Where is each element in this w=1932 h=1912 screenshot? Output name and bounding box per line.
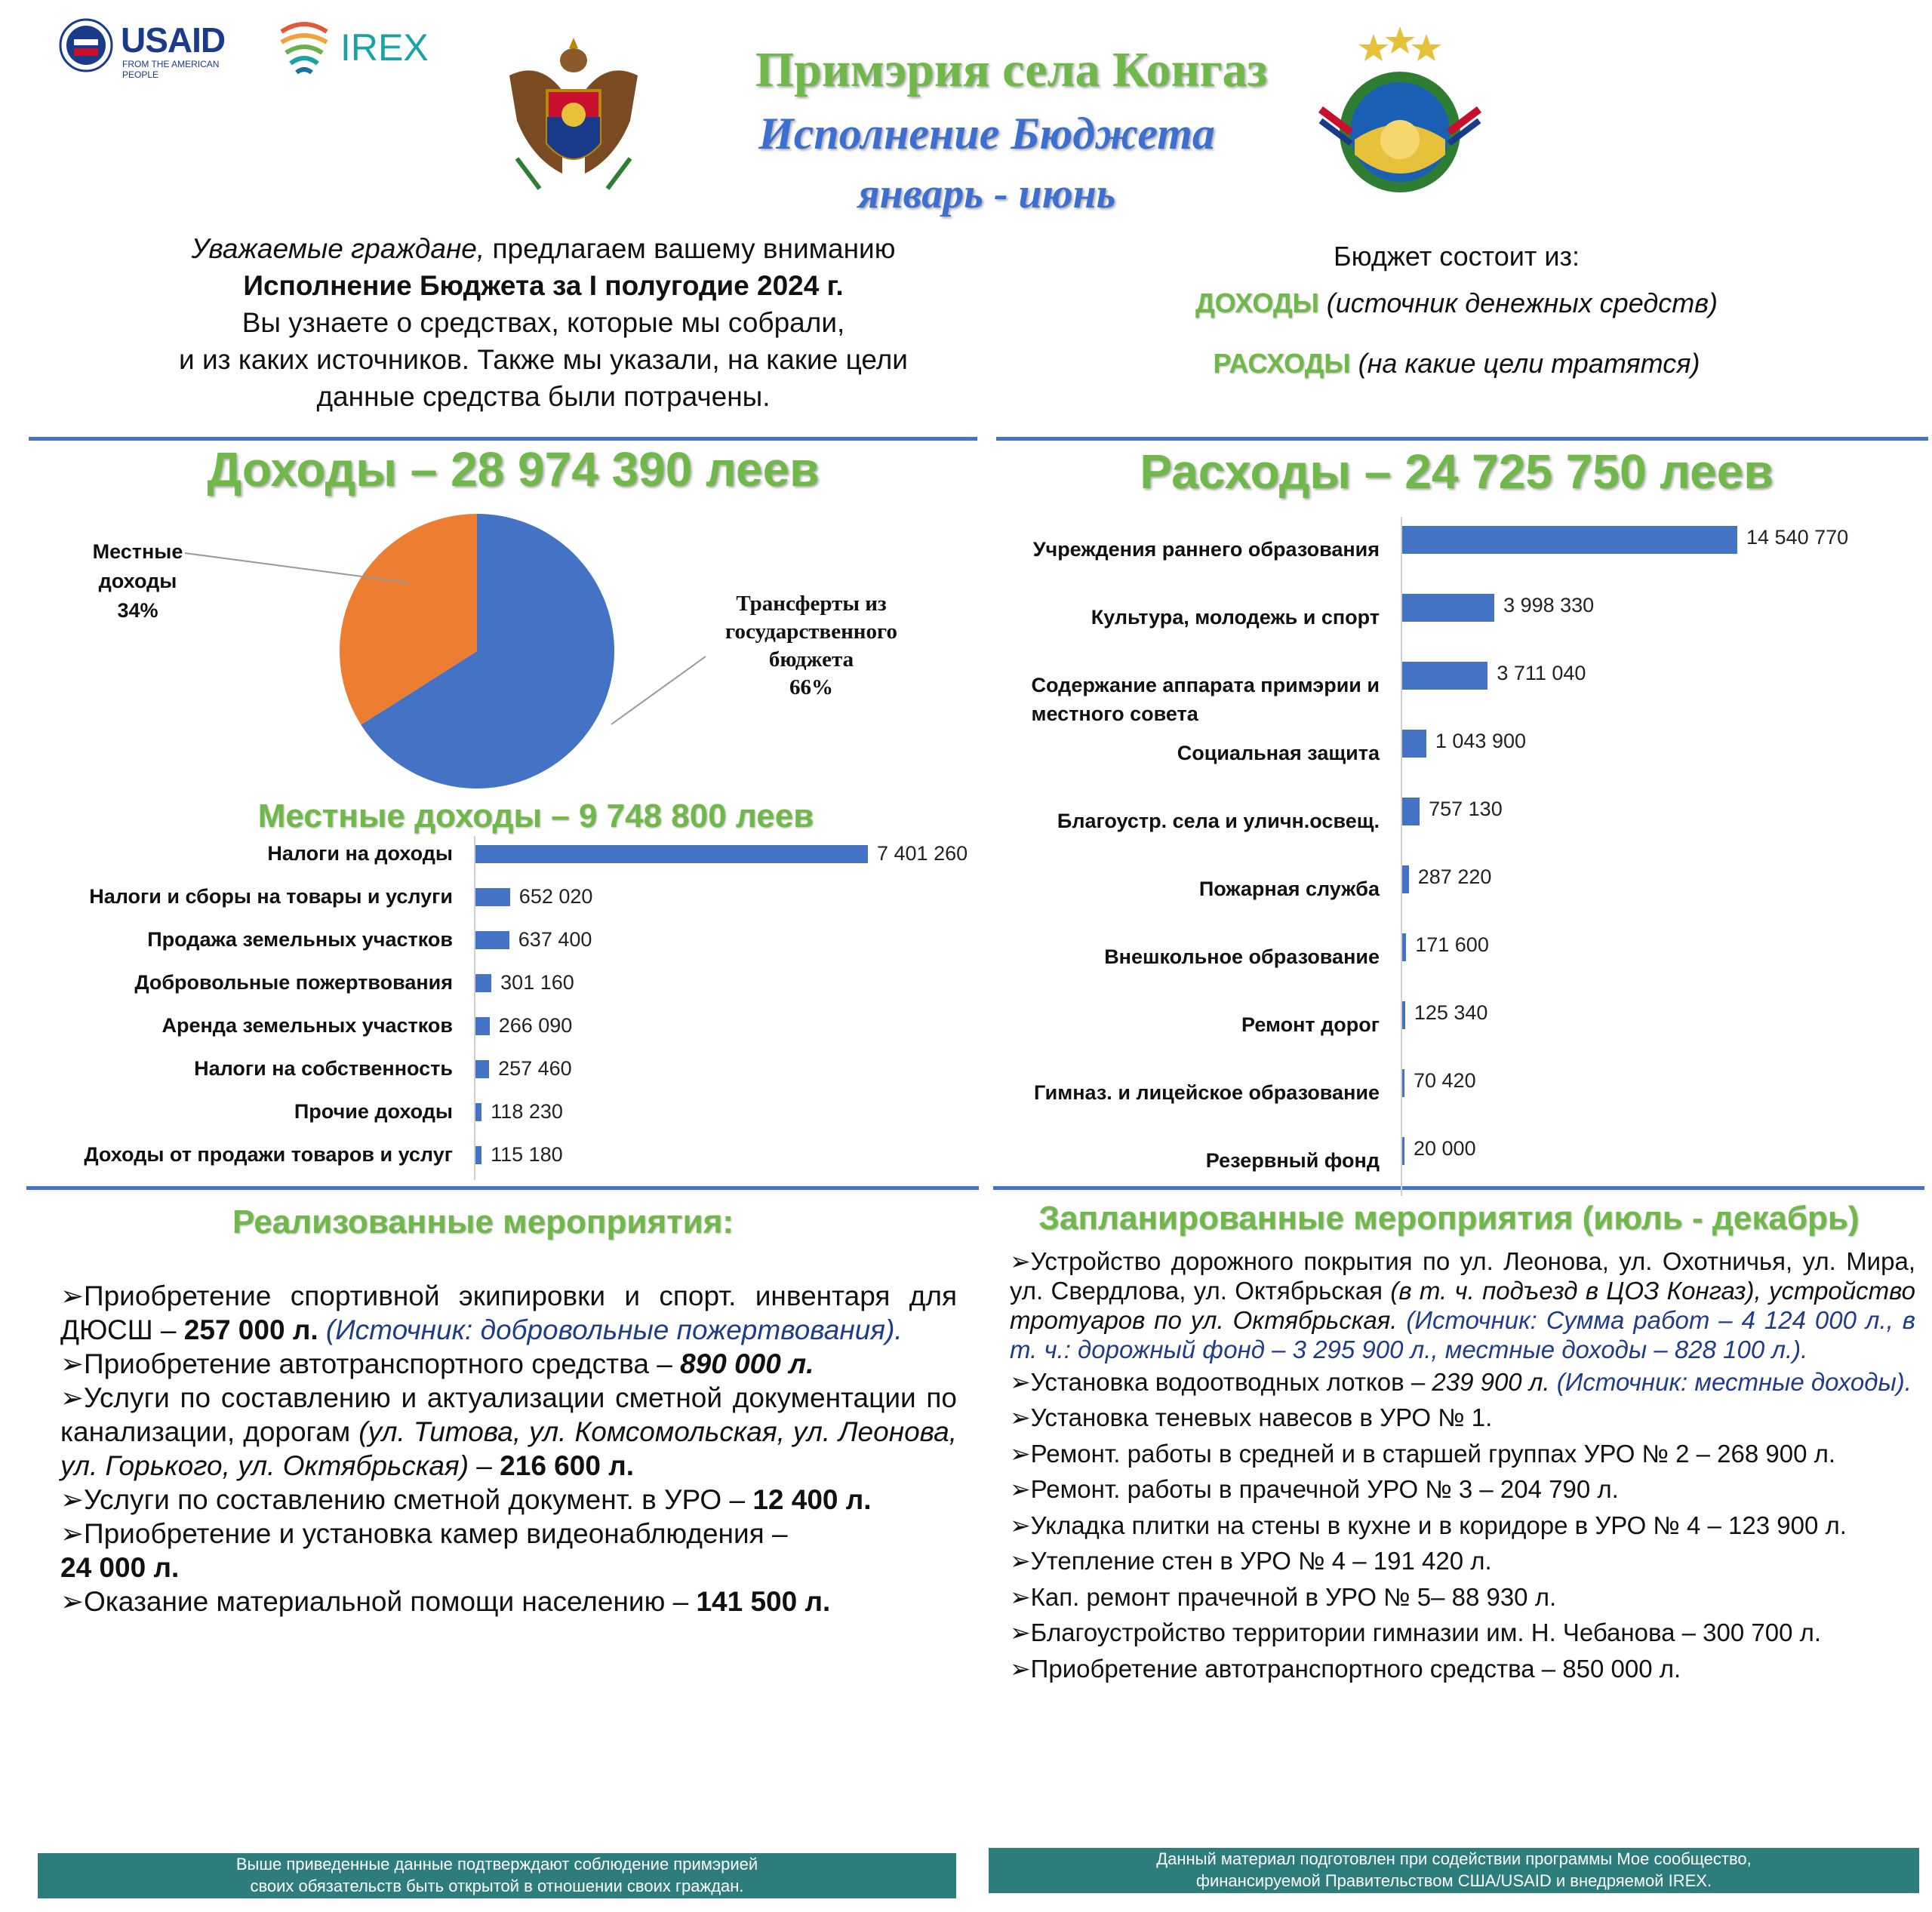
expense-category-label: Ремонт дорог (1241, 1013, 1380, 1036)
intro-line-4: и из каких источников. Также мы указали, на какие цели (179, 344, 908, 375)
realized-item-5-amount: 24 000 л. (60, 1552, 180, 1583)
usaid-tagline: FROM THE AMERICAN PEOPLE (122, 59, 220, 80)
expense-category-label: Благоустр. села и уличн.освещ. (1057, 810, 1380, 832)
budget-composition (1041, 238, 1872, 383)
expense-bar (1402, 662, 1487, 690)
composition-income-word: ДОХОДЫ (1195, 287, 1319, 318)
planned-item-2: ➢Установка водоотводных лотков – 239 900 л. (Источник: местные доходы). (1010, 1368, 1912, 1396)
planned-item-3-text: Установка теневых навесов в УРО № 1. (1030, 1403, 1493, 1431)
planned-item-9: ➢Благоустройство территории гимназии им. Н. Чебанова – 300 700 л. (1010, 1618, 1822, 1646)
realized-item-1-text: Приобретение спортивной экипировки и спорт. инвентаря для ДЮСШ – (60, 1280, 957, 1345)
pie-label-transfers-line1: Трансферты из (736, 592, 887, 616)
realized-item-3-streets: (ул. Титова, ул. Комсомольская, ул. Леонова, ул. Горького, ул. Октябрьская) (60, 1416, 957, 1481)
planned-item-6-text: Укладка плитки на стены в кухне и в коридоре в УРО № 4 – 123 900 л. (1030, 1511, 1847, 1539)
expense-value-label: 20 000 (1414, 1137, 1476, 1160)
divider-top-right (996, 437, 1928, 441)
realized-item-3-amount: 216 600 л. (500, 1450, 634, 1481)
local-income-bar (475, 845, 868, 863)
realized-item-4: ➢Услуги по составлению сметной документ. в УРО – 12 400 л. (60, 1484, 872, 1515)
irex-logo (275, 15, 449, 83)
expense-category-label: Социальная защита (1177, 742, 1380, 764)
footer-right-line2: финансируемой Правительством США/USAID и внедряемой IREX. (1195, 1871, 1712, 1890)
realized-item-4-amount: 12 400 л. (752, 1484, 872, 1515)
pie-label-local-line2: доходы (98, 570, 177, 592)
realized-item-6-amount: 141 500 л. (696, 1586, 831, 1617)
composition-income-desc: (источник денежных средств) (1318, 287, 1718, 318)
realized-item-3: ➢Услуги по составлению и актуализации сметной документации по канализации, дорогам (ул. Титова, ул. Комсомольская, ул. Леонова, ул. Горького, ул. Октябрьская) – 216 600 л. (60, 1382, 957, 1481)
local-income-category-label: Добровольные пожертвования (134, 971, 453, 994)
moldova-coat-of-arms (494, 30, 653, 204)
composition-expense-word: РАСХОДЫ (1213, 348, 1351, 379)
local-income-bar (475, 1146, 481, 1164)
expense-bar (1402, 526, 1737, 554)
income-title: Доходы – 28 974 390 леев (207, 442, 820, 496)
intro-greeting: Уважаемые граждане, (191, 233, 485, 264)
irex-mark-icon (275, 17, 333, 77)
irex-wordmark: IREX (340, 26, 429, 69)
footer-left-line1: Выше приведенные данные подтверждают соблюдение примэрией (235, 1855, 758, 1874)
expense-value-label: 3 998 330 (1503, 594, 1595, 616)
pie-label-local-line3: 34% (117, 599, 158, 622)
intro-line-1 (30, 230, 1057, 267)
realized-item-6: ➢Оказание материальной помощи населению – 141 500 л. (60, 1586, 831, 1617)
local-income-category-label: Продажа земельных участков (147, 928, 453, 951)
realized-title: Реализованные мероприятия: (232, 1203, 734, 1240)
realized-item-3-dash: – (469, 1450, 500, 1481)
local-income-category-label: Аренда земельных участков (162, 1014, 453, 1037)
usaid-seal-icon (59, 18, 113, 72)
local-income-axis-line (474, 836, 475, 1180)
expense-title: Расходы – 24 725 750 леев (1140, 444, 1774, 499)
expense-chart (981, 509, 1932, 1188)
planned-item-9-text: Благоустройство территории гимназии им. Н. Чебанова – 300 700 л. (1030, 1618, 1822, 1646)
divider-bottom-left (26, 1186, 979, 1190)
local-income-bar (475, 888, 510, 906)
pie-label-transfers-line2: государственного (725, 619, 897, 644)
local-income-value-label: 7 401 260 (877, 842, 968, 865)
intro-text (30, 230, 1057, 415)
realized-item-4-text: Услуги по составлению сметной документ. в УРО – (84, 1484, 753, 1515)
expense-value-label: 1 043 900 (1435, 730, 1526, 752)
header-title-line2: Исполнение Бюджета (758, 109, 1215, 158)
planned-item-10-text: Приобретение автотранспортного средства – 850 000 л. (1030, 1654, 1681, 1683)
composition-expense-desc: (на какие цели тратятся) (1350, 348, 1700, 379)
local-income-category-label: Налоги на доходы (267, 842, 453, 865)
realized-item-1: ➢Приобретение спортивной экипировки и спорт. инвентаря для ДЮСШ – 257 000 л. (Источник: добровольные пожертвования). (60, 1280, 957, 1345)
expense-value-label: 3 711 040 (1497, 662, 1586, 684)
usaid-wordmark: USAID (121, 20, 226, 60)
planned-item-6: ➢Укладка плитки на стены в кухне и в коридоре в УРО № 4 – 123 900 л. (1010, 1511, 1847, 1539)
planned-item-5: ➢Ремонт. работы в прачечной УРО № 3 – 204 790 л. (1010, 1475, 1619, 1503)
local-income-category-label: Прочие доходы (294, 1100, 453, 1123)
planned-item-7: ➢Утепление стен в УРО № 4 – 191 420 л. (1010, 1547, 1492, 1575)
pie-label-local (75, 537, 200, 626)
expense-value-label: 171 600 (1415, 933, 1489, 956)
expense-bar (1402, 594, 1494, 622)
divider-top-left (29, 437, 977, 441)
intro-line1-rest: предлагаем вашему вниманию (485, 233, 896, 264)
pie-label-local-line1: Местные (92, 540, 183, 563)
planned-item-2-amount: 239 900 л. (1432, 1368, 1550, 1396)
planned-item-7-text: Утепление стен в УРО № 4 – 191 420 л. (1030, 1547, 1492, 1575)
composition-title: Бюджет состоит из: (1334, 241, 1580, 272)
planned-item-10: ➢Приобретение автотранспортного средства – 850 000 л. (1010, 1654, 1681, 1683)
expense-bar (1402, 865, 1409, 893)
footer-right-note (989, 1848, 1919, 1893)
realized-list (60, 1279, 957, 1618)
expense-bar (1402, 730, 1426, 758)
local-income-value-label: 652 020 (518, 885, 593, 908)
header-title-line3: январь - июнь (857, 171, 1116, 217)
expense-bar (1402, 798, 1420, 825)
local-income-category-label: Налоги на собственность (194, 1057, 453, 1080)
expense-category-label: Внешкольное образование (1104, 945, 1380, 968)
local-income-value-label: 115 180 (491, 1143, 563, 1166)
footer-right-line1: Данный материал подготовлен при содействии программы Мое сообщество, (1156, 1849, 1752, 1868)
composition-expense (1041, 345, 1872, 383)
expense-value-label: 757 130 (1429, 798, 1503, 820)
expense-axis-line (1401, 517, 1402, 1196)
expense-value-label: 70 420 (1414, 1069, 1476, 1092)
realized-item-2-amount: 890 000 л. (680, 1348, 814, 1379)
planned-item-1-source: (Источник: Сумма работ – 4 124 000 л., в т. ч.: дорожный фонд – 3 295 900 л., местные доходы – 828 100 л.). (1010, 1306, 1915, 1363)
usaid-logo (59, 15, 255, 80)
intro-line-3: Вы узнаете о средствах, которые мы собрали, (242, 307, 845, 338)
planned-title: Запланированные мероприятия (июль - декабрь) (1038, 1200, 1860, 1237)
local-income-bar (475, 1060, 489, 1078)
expense-value-label: 287 220 (1417, 865, 1492, 888)
expense-bar (1402, 933, 1406, 961)
expense-value-label: 125 340 (1414, 1001, 1488, 1024)
footer-left-line2: своих обязательств быть открытой в отношении своих граждан. (250, 1877, 744, 1895)
local-income-category-label: Налоги и сборы на товары и услуги (89, 885, 453, 908)
pie-label-transfers-line3: бюджета (768, 647, 854, 672)
local-income-chart (0, 834, 981, 1181)
planned-item-2-text: Установка водоотводных лотков – (1030, 1368, 1432, 1396)
intro-line-5: данные средства были потрачены. (316, 381, 771, 412)
expense-category-label: Пожарная служба (1198, 878, 1380, 900)
footer-left-note (38, 1853, 956, 1898)
local-income-value-label: 637 400 (518, 928, 592, 951)
expense-bar (1402, 1137, 1404, 1165)
planned-item-4: ➢Ремонт. работы в средней и в старшей группах УРО № 2 – 268 900 л. (1010, 1439, 1836, 1468)
local-income-bar (475, 1103, 481, 1121)
expense-category-label: Содержание аппарата примэрии и местного совета (1031, 674, 1380, 725)
header-title-line1: Примэрия села Конгаз (755, 42, 1268, 97)
intro-line-2: Исполнение Бюджета за I полугодие 2024 г. (243, 270, 844, 301)
local-income-bar (475, 974, 491, 992)
realized-item-1-amount: 257 000 л. (183, 1314, 318, 1345)
local-income-category-label: Доходы от продажи товаров и услуг (84, 1143, 453, 1166)
pie-label-transfers-line4: 66% (789, 675, 833, 699)
realized-item-1-source: (Источник: добровольные пожертвования). (318, 1314, 903, 1345)
local-income-value-label: 266 090 (498, 1014, 573, 1037)
local-income-value-label: 257 460 (498, 1057, 572, 1080)
planned-item-1-text: Устройство дорожного покрытия по ул. Леонова, ул. Охотничья, ул. Мира, ул. Свердлова, ул. Октябрьская (1010, 1247, 1915, 1305)
expense-category-label: Резервный фонд (1205, 1149, 1380, 1172)
planned-item-1: ➢Устройство дорожного покрытия по ул. Леонова, ул. Охотничья, ул. Мира, ул. Свердлова, ул. Октябрьская (в т. ч. подъезд в ЦОЗ Конгаз), устройство тротуаров по ул. Октябрьская. (Источник: Сумма работ – 4 124 000 л., в т. ч.: дорожный фонд – 3 295 900 л., местные доходы – 828 100 л.). (1010, 1247, 1915, 1363)
eagle-coat-of-arms-icon (494, 30, 653, 204)
realized-item-2: ➢Приобретение автотранспортного средства – 890 000 л. (60, 1348, 814, 1379)
realized-item-3-text: Услуги по составлению и актуализации сметной документации по канализации, дорогам (60, 1382, 957, 1447)
composition-income (1041, 284, 1872, 322)
expense-bar (1402, 1069, 1404, 1097)
realized-item-6-text: Оказание материальной помощи населению – (84, 1586, 697, 1617)
planned-item-4-text: Ремонт. работы в средней и в старшей группах УРО № 2 – 268 900 л. (1030, 1439, 1836, 1468)
expense-category-label: Гимназ. и лицейское образование (1034, 1081, 1380, 1104)
planned-item-8: ➢Кап. ремонт прачечной в УРО № 5– 88 930 л. (1010, 1582, 1557, 1611)
planned-item-2-source: (Источник: местные доходы). (1549, 1368, 1912, 1396)
expense-category-label: Культура, молодежь и спорт (1091, 606, 1380, 629)
expense-bar (1402, 1001, 1405, 1029)
local-income-bar (475, 1017, 490, 1035)
planned-item-1-detail: (в т. ч. подъезд в ЦОЗ Конгаз), устройство тротуаров по ул. Октябрьская. (1010, 1277, 1915, 1334)
planned-list (1010, 1246, 1915, 1686)
planned-item-8-text: Кап. ремонт прачечной в УРО № 5– 88 930 л. (1030, 1582, 1557, 1611)
realized-item-5: ➢Приобретение и установка камер видеонаблюдения – 24 000 л. (60, 1518, 788, 1583)
realized-item-2-text: Приобретение автотранспортного средства – (84, 1348, 681, 1379)
planned-item-5-text: Ремонт. работы в прачечной УРО № 3 – 204 790 л. (1030, 1475, 1619, 1503)
planned-item-3: ➢Установка теневых навесов в УРО № 1. (1010, 1403, 1493, 1431)
local-income-bar (475, 931, 509, 949)
realized-item-5-text: Приобретение и установка камер видеонаблюдения – (84, 1518, 788, 1549)
pie-label-transfers (691, 590, 932, 702)
expense-value-label: 14 540 770 (1746, 526, 1849, 549)
local-income-value-label: 301 160 (500, 971, 574, 994)
expense-category-label: Учреждения раннего образования (1032, 538, 1380, 561)
local-income-title: Местные доходы – 9 748 800 леев (257, 798, 814, 835)
local-income-value-label: 118 230 (491, 1100, 563, 1123)
